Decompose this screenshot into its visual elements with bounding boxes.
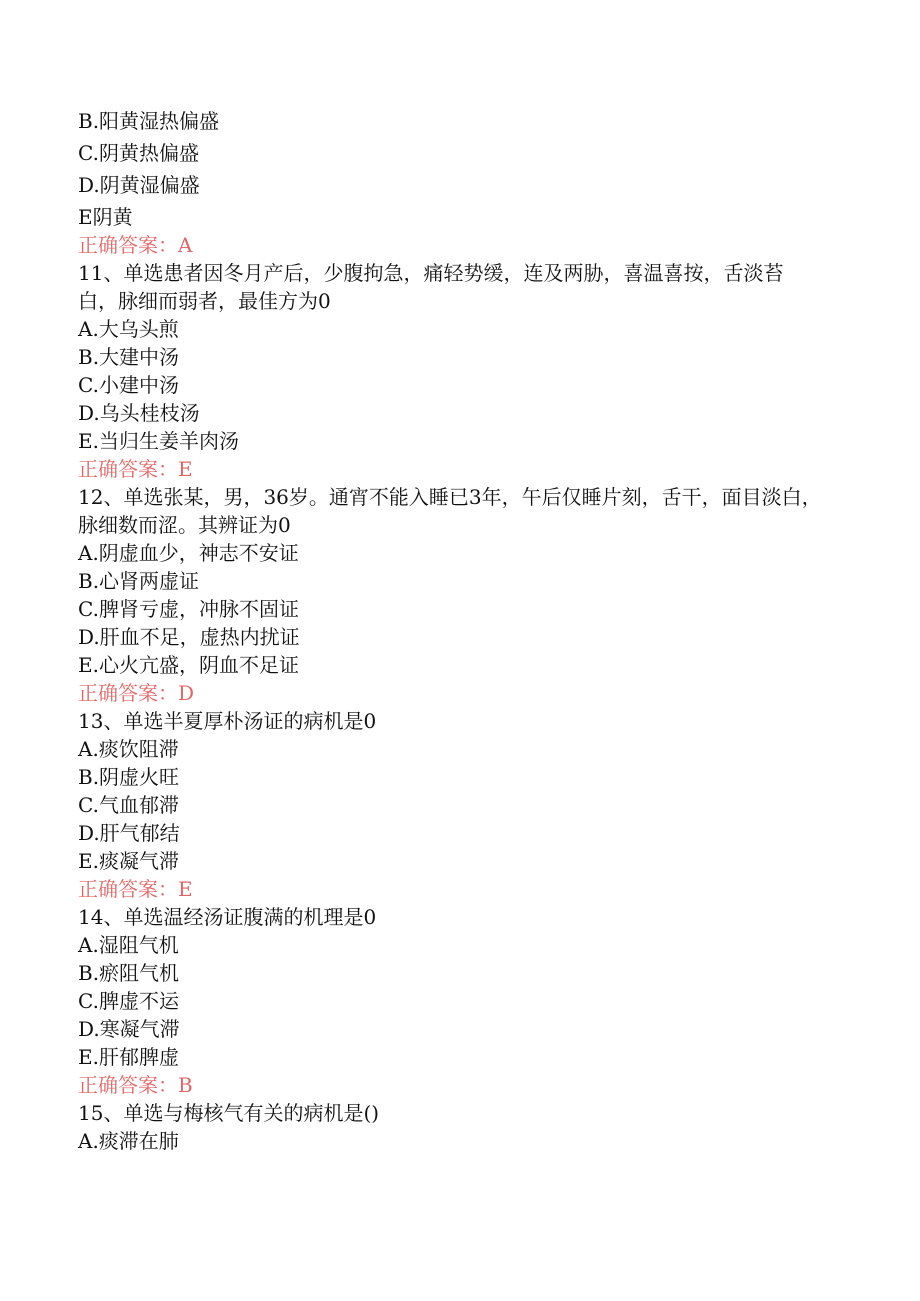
correct-answer: 正确答案：A <box>78 233 193 257</box>
question-text: 12、单选张某，男，36岁。通宵不能入睡已3年，午后仅睡片刻，舌干，面目淡白，脉细数而涩。其辨证为0 <box>78 485 822 537</box>
option-line: C.脾虚不运 <box>78 989 179 1013</box>
question-text: 14、单选温经汤证腹满的机理是0 <box>78 905 377 929</box>
option-line: A.痰饮阻滞 <box>78 737 179 761</box>
document-page <box>78 107 823 1155</box>
question-text: 13、单选半夏厚朴汤证的病机是0 <box>78 709 377 733</box>
question-text: 11、单选患者因冬月产后，少腹拘急，痛轻势缓，连及两胁，喜温喜按，舌淡苔白，脉细而弱者，最佳方为0 <box>78 261 784 313</box>
option-line: E.当归生姜羊肉汤 <box>78 429 239 453</box>
option-line: B.心肾两虚证 <box>78 569 200 593</box>
option-line: D.阴黄湿偏盛 <box>78 173 200 197</box>
option-line: D.乌头桂枝汤 <box>78 401 200 425</box>
option-line: B.瘀阻气机 <box>78 961 180 985</box>
option-line: C.脾肾亏虚，冲脉不固证 <box>78 597 299 621</box>
option-line: D.肝气郁结 <box>78 821 180 845</box>
option-line: C.小建中汤 <box>78 373 179 397</box>
option-line: B.阴虚火旺 <box>78 765 180 789</box>
option-line: B.阳黄湿热偏盛 <box>78 109 220 133</box>
option-line: A.大乌头煎 <box>78 317 179 341</box>
correct-answer: 正确答案：E <box>78 457 193 481</box>
option-line: E.心火亢盛，阴血不足证 <box>78 653 299 677</box>
option-line: E.痰凝气滞 <box>78 849 179 873</box>
question-text: 15、单选与梅核气有关的病机是() <box>78 1101 380 1125</box>
option-line: D.寒凝气滞 <box>78 1017 180 1041</box>
option-line: A.痰滞在肺 <box>78 1129 179 1153</box>
correct-answer: 正确答案：B <box>78 1073 193 1097</box>
option-line: D.肝血不足，虚热内扰证 <box>78 625 300 649</box>
option-line: A.阴虚血少，神志不安证 <box>78 541 299 565</box>
option-line: A.湿阻气机 <box>78 933 179 957</box>
option-line: C.气血郁滞 <box>78 793 179 817</box>
option-line: E阴黄 <box>78 205 133 229</box>
option-line: B.大建中汤 <box>78 345 180 369</box>
option-line: E.肝郁脾虚 <box>78 1045 179 1069</box>
correct-answer: 正确答案：D <box>78 681 195 705</box>
option-line: C.阴黄热偏盛 <box>78 141 199 165</box>
correct-answer: 正确答案：E <box>78 877 193 901</box>
